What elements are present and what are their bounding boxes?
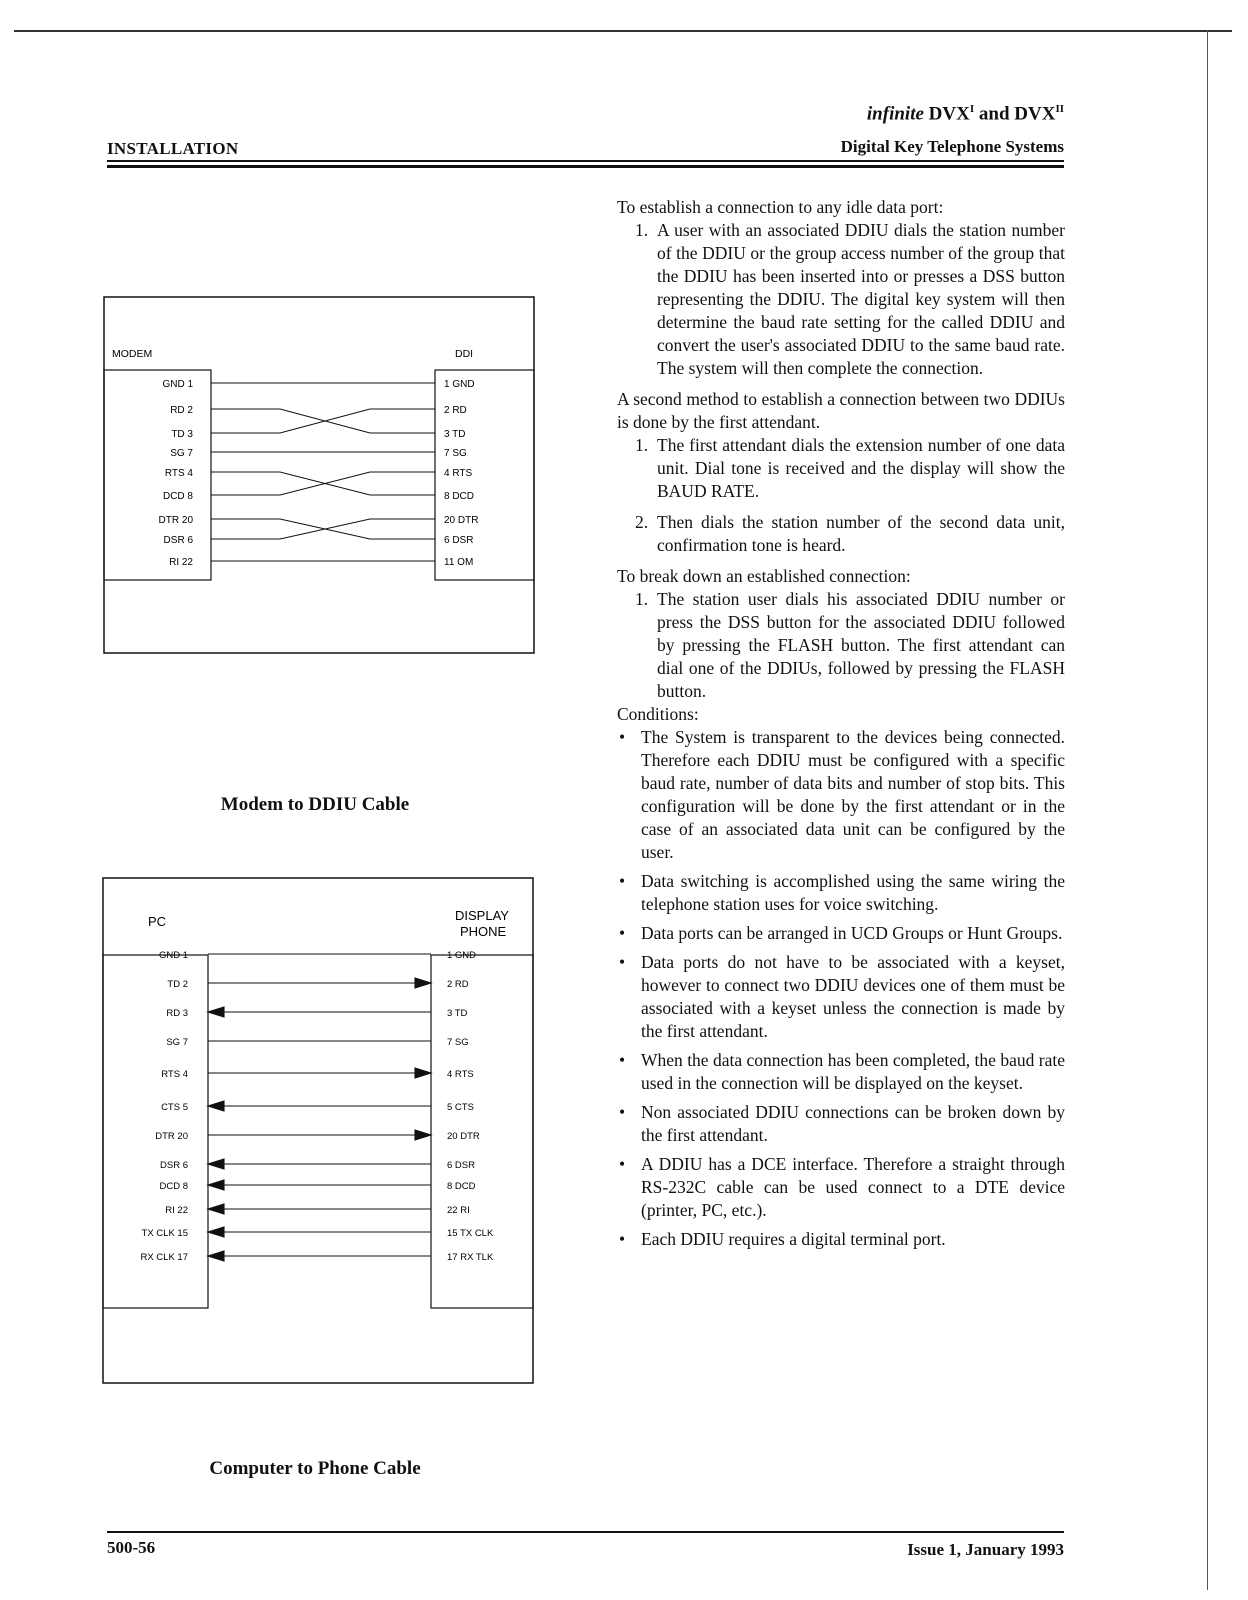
diagram1-right-pin-label: 6 DSR: [444, 535, 474, 546]
condition-text: When the data connection has been completed, the baud rate used in the connection will be displayed on the keyset.: [641, 1050, 1065, 1093]
arrow-left-icon: [208, 1180, 224, 1190]
modem-connector-box: [104, 370, 211, 580]
bullet-icon: •: [619, 871, 626, 891]
diagram1-cross-wire: [211, 409, 435, 433]
arrow-right-icon: [415, 1130, 431, 1140]
diagram1-right-pins: [444, 379, 478, 568]
diagram1-caption: Modem to DDIU Cable: [220, 794, 410, 815]
diagram2-left-pin-label: RTS 4: [161, 1069, 188, 1080]
header-rule-thick: [107, 165, 1064, 168]
condition-bullet-item: [617, 1049, 1065, 1095]
diagram1-right-pin-label: 4 RTS: [444, 468, 473, 479]
arrow-left-icon: [208, 1204, 224, 1214]
section-title: INSTALLATION: [107, 139, 239, 158]
item-text: A user with an associated DDIU dials the station number of the DDIU or the group access number of the group that the DDIU has been inserted into or presses a DSS button representing the DDIU. The digital key system will then determine the baud rate setting for the called DDIU and convert the user's associated DDIU to the same baud rate. The system will then complete the connection.: [657, 220, 1065, 378]
diagram1-right-pin-label: 8 DCD: [444, 491, 475, 502]
diagram2-right-pin-label: 7 SG: [447, 1037, 469, 1048]
diagram2-right-pin-label: 15 TX CLK: [447, 1228, 494, 1239]
condition-bullet-item: [617, 1153, 1065, 1222]
arrow-left-icon: [208, 1251, 224, 1261]
diagram2-right-pin-label: 1 GND: [447, 950, 477, 961]
diagram2-right-pin-label: 17 RX TLK: [447, 1252, 494, 1263]
page-number: 500-56: [107, 1538, 156, 1557]
diagram2-right-pin-label: 5 CTS: [447, 1102, 474, 1113]
diagram2-left-pin-label: RX CLK 17: [140, 1252, 188, 1263]
modem-ddiu-diagram: [100, 295, 540, 665]
diagram1-left-pin-label: RI 22: [169, 557, 193, 568]
diagram1-left-pin-label: SG 7: [170, 448, 193, 459]
diagram1-left-pin-label: DSR 6: [163, 535, 193, 546]
bullet-icon: •: [619, 952, 626, 972]
brand-and-dvx: and DVX: [978, 103, 1056, 125]
bullet-icon: •: [619, 1229, 626, 1249]
condition-bullet-item: [617, 951, 1065, 1043]
item-number: 1.: [635, 220, 649, 240]
diagram1-right-title: DDI: [455, 348, 474, 360]
condition-text: A DDIU has a DCE interface. Therefore a straight through RS-232C cable can be used connect to a DTE device (printer, PC, etc.).: [641, 1154, 1065, 1220]
diagram2-left-pins: [140, 950, 188, 1263]
right-border-line: [1207, 30, 1208, 1590]
numbered-item: [617, 511, 1065, 557]
diagram2-right-pin-label: 2 RD: [447, 979, 469, 990]
diagram2-right-pin-label: 4 RTS: [447, 1069, 474, 1080]
header-rule-thin: [107, 160, 1064, 162]
diagram2-right-title-2: PHONE: [460, 924, 507, 939]
diagram1-wires: [211, 383, 435, 561]
arrow-left-icon: [208, 1101, 224, 1111]
item-text: The first attendant dials the extension number of one data unit. Dial tone is received and the display will show the BAUD RATE.: [657, 435, 1065, 501]
product-title: [700, 103, 1064, 125]
diagram1-right-pin-label: 2 RD: [444, 405, 467, 416]
numbered-item: [617, 588, 1065, 703]
brand-dvx: DVX: [928, 103, 970, 125]
condition-text: Data switching is accomplished using the same wiring the telephone station uses for voice switching.: [641, 871, 1065, 914]
condition-bullet-item: [617, 726, 1065, 864]
product-subtitle: Digital Key Telephone Systems: [840, 137, 1064, 156]
paragraph-second-method: A second method to establish a connection between two DDIUs is done by the first attendant.: [617, 389, 1065, 432]
item-number: 1.: [635, 589, 649, 609]
diagram2-left-pin-label: RI 22: [165, 1205, 188, 1216]
conditions-label: Conditions:: [617, 704, 699, 724]
diagram2-left-pin-label: RD 3: [166, 1008, 188, 1019]
diagram1-left-pin-label: RD 2: [170, 405, 193, 416]
numbered-item: [617, 434, 1065, 503]
diagram1-left-title: MODEM: [112, 348, 153, 360]
diagram2-right-pin-label: 20 DTR: [447, 1131, 480, 1142]
diagram2-left-pin-label: DSR 6: [160, 1160, 188, 1171]
diagram1-left-pin-label: GND 1: [162, 379, 193, 390]
diagram2-right-pin-label: 6 DSR: [447, 1160, 475, 1171]
diagram1-left-pin-label: TD 3: [171, 429, 193, 440]
diagram2-right-pin-label: 3 TD: [447, 1008, 468, 1019]
body-text-column: [617, 196, 1065, 1257]
diagram1-left-pin-label: DTR 20: [158, 515, 193, 526]
diagram2-wires: [208, 954, 431, 1261]
bullet-icon: •: [619, 1154, 626, 1174]
diagram2-right-pins: [447, 950, 494, 1263]
brand-sup-2: II: [1055, 103, 1064, 115]
diagram1-left-pins: [159, 379, 194, 568]
paragraph-break-down: To break down an established connection:: [617, 566, 911, 586]
diagram2-left-pin-label: DTR 20: [155, 1131, 188, 1142]
item-text: Then dials the station number of the second data unit, confirmation tone is heard.: [657, 512, 1065, 555]
conditions-list: [617, 726, 1065, 1251]
diagram1-right-pin-label: 1 GND: [444, 379, 475, 390]
item-number: 2.: [635, 512, 649, 532]
condition-text: Each DDIU requires a digital terminal port.: [641, 1229, 946, 1249]
arrow-left-icon: [208, 1227, 224, 1237]
diagram2-left-pin-label: TX CLK 15: [141, 1228, 188, 1239]
condition-text: Data ports can be arranged in UCD Groups or Hunt Groups.: [641, 923, 1063, 943]
diagram2-right-title-1: DISPLAY: [455, 908, 509, 923]
condition-text: The System is transparent to the devices being connected. Therefore each DDIU must be configured with a specific baud rate, number of data bits and number of stop bits. This configuration will be done by the first attendant or in the case of an associated data unit can be configured by the user.: [641, 727, 1065, 862]
diagram1-right-pin-label: 7 SG: [444, 448, 467, 459]
condition-text: Non associated DDIU connections can be broken down by the first attendant.: [641, 1102, 1065, 1145]
diagram2-left-pin-label: SG 7: [166, 1037, 188, 1048]
diagram1-left-pin-label: DCD 8: [162, 491, 193, 502]
footer-rule: [107, 1531, 1064, 1533]
diagram1-left-pin-label: RTS 4: [164, 468, 193, 479]
item-number: 1.: [635, 435, 649, 455]
condition-bullet-item: [617, 922, 1065, 945]
arrow-left-icon: [208, 1007, 224, 1017]
bullet-icon: •: [619, 1050, 626, 1070]
diagram1-cross-wire: [211, 472, 435, 495]
issue-date: Issue 1, January 1993: [907, 1540, 1064, 1559]
condition-bullet-item: [617, 1101, 1065, 1147]
computer-phone-diagram: [100, 876, 540, 1396]
diagram1-right-pin-label: 11 OM: [444, 557, 474, 568]
bullet-icon: •: [619, 727, 626, 747]
diagram2-left-pin-label: GND 1: [158, 950, 188, 961]
diagram2-left-pin-label: TD 2: [167, 979, 188, 990]
numbered-item: [617, 219, 1065, 380]
paragraph-establish: To establish a connection to any idle data port:: [617, 197, 944, 217]
top-border-rule: [14, 30, 1232, 32]
arrow-right-icon: [415, 1068, 431, 1078]
condition-text: Data ports do not have to be associated with a keyset, however to connect two DDIU devices one of them must be associated with a keyset unless the connection is made by the first attendant.: [641, 952, 1065, 1041]
bullet-icon: •: [619, 923, 626, 943]
diagram1-right-pin-label: 3 TD: [444, 429, 466, 440]
condition-bullet-item: [617, 1228, 1065, 1251]
item-text: The station user dials his associated DDIU number or press the DSS button for the associated DDIU followed by pressing the FLASH button. The first attendant can dial one of the DDIUs, followed by pressing the FLASH button.: [657, 589, 1065, 701]
arrow-left-icon: [208, 1159, 224, 1169]
diagram2-caption: Computer to Phone Cable: [209, 1458, 421, 1479]
diagram2-left-pin-label: DCD 8: [159, 1181, 188, 1192]
diagram2-left-pin-label: CTS 5: [161, 1102, 188, 1113]
diagram1-right-pin-label: 20 DTR: [444, 515, 479, 526]
bullet-icon: •: [619, 1102, 626, 1122]
brand-sup-1: I: [969, 103, 975, 115]
diagram1-cross-wire: [211, 519, 435, 539]
arrow-right-icon: [415, 978, 431, 988]
diagram2-right-pin-label: 8 DCD: [447, 1181, 476, 1192]
diagram2-left-title: PC: [148, 914, 167, 929]
brand-italic: infinite: [866, 103, 924, 125]
diagram2-right-pin-label: 22 RI: [447, 1205, 470, 1216]
condition-bullet-item: [617, 870, 1065, 916]
